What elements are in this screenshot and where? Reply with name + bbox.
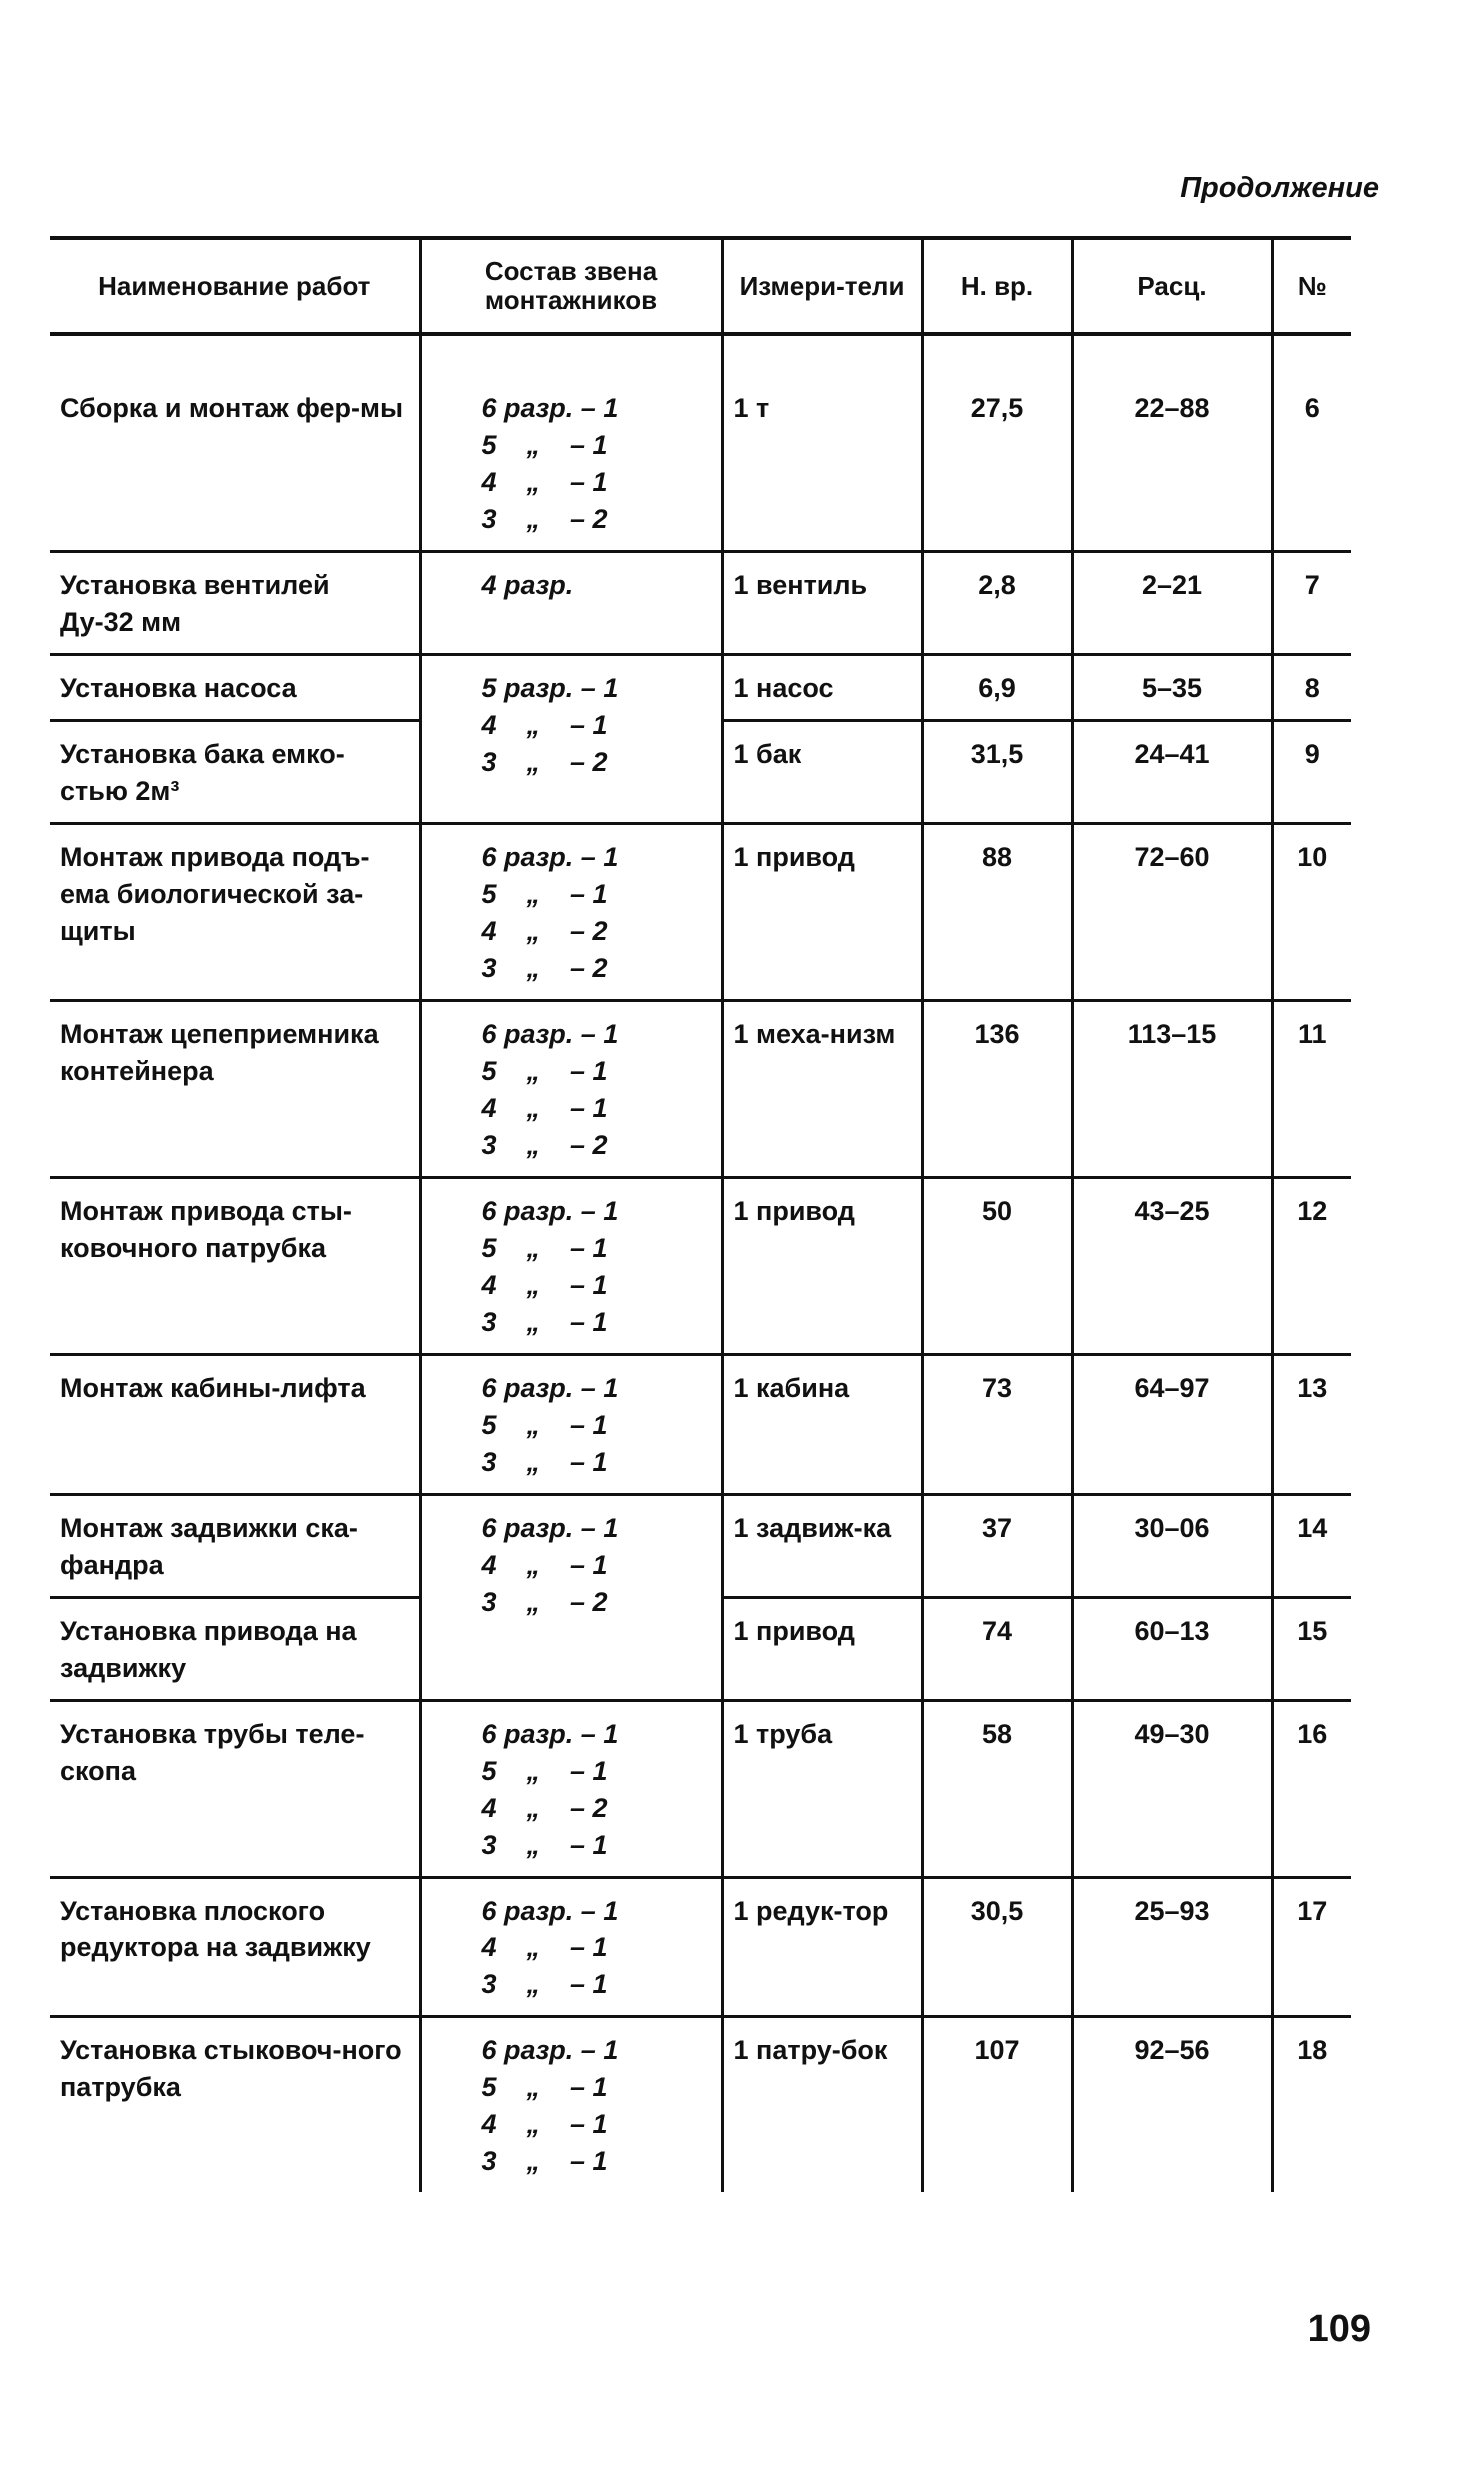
work-name-cell: Монтаж привода подъ-ема биологической за-щиты bbox=[50, 823, 420, 1000]
crew-line: 3 „ – 2 bbox=[481, 1586, 608, 1617]
work-name-cell: Монтаж кабины-лифта bbox=[50, 1354, 420, 1494]
crew-composition-cell bbox=[420, 1494, 722, 1700]
norm-time-cell: 30,5 bbox=[922, 1877, 1072, 2017]
unit-cell: 1 редук-тор bbox=[722, 1877, 922, 2017]
continuation-label: Продолжение bbox=[1180, 172, 1379, 204]
crew-line: 6 разр. – 1 bbox=[481, 1372, 619, 1403]
table-row bbox=[50, 823, 1351, 1000]
rate-cell: 24–41 bbox=[1072, 720, 1272, 823]
crew-line: 4 „ – 2 bbox=[481, 1792, 608, 1823]
crew-line: 4 „ – 1 bbox=[481, 1932, 608, 1963]
norm-time-cell: 74 bbox=[922, 1597, 1072, 1700]
unit-cell: 1 привод bbox=[722, 1597, 922, 1700]
unit-cell: 1 труба bbox=[722, 1700, 922, 1877]
table-row bbox=[50, 1494, 1351, 1597]
unit-cell: 1 вентиль bbox=[722, 551, 922, 654]
norm-time-cell: 50 bbox=[922, 1177, 1072, 1354]
row-number-cell: 13 bbox=[1272, 1354, 1351, 1494]
rate-cell: 2–21 bbox=[1072, 551, 1272, 654]
unit-cell: 1 т bbox=[722, 334, 922, 551]
norm-time-cell: 107 bbox=[922, 2017, 1072, 2192]
crew-line: 3 „ – 2 bbox=[481, 1129, 608, 1160]
unit-cell: 1 привод bbox=[722, 1177, 922, 1354]
crew-line: 6 разр. – 1 bbox=[481, 841, 619, 872]
unit-cell: 1 привод bbox=[722, 823, 922, 1000]
norm-time-cell: 6,9 bbox=[922, 654, 1072, 720]
crew-line: 3 „ – 1 bbox=[481, 1446, 608, 1477]
crew-line: 5 разр. – 1 bbox=[481, 672, 619, 703]
crew-line: 4 „ – 2 bbox=[481, 915, 608, 946]
crew-line: 3 „ – 1 bbox=[481, 2146, 608, 2177]
norm-time-cell: 2,8 bbox=[922, 551, 1072, 654]
norm-time-cell: 31,5 bbox=[922, 720, 1072, 823]
row-number-cell: 7 bbox=[1272, 551, 1351, 654]
row-number-cell: 11 bbox=[1272, 1000, 1351, 1177]
rate-cell: 43–25 bbox=[1072, 1177, 1272, 1354]
row-number-cell: 17 bbox=[1272, 1877, 1351, 2017]
rate-cell: 25–93 bbox=[1072, 1877, 1272, 2017]
row-number-cell: 6 bbox=[1272, 334, 1351, 551]
crew-line: 5 „ – 1 bbox=[481, 1755, 608, 1786]
table-body bbox=[50, 334, 1351, 2192]
work-name-cell: Установка вентилей Ду-32 мм bbox=[50, 551, 420, 654]
page-number: 109 bbox=[1307, 2308, 1371, 2350]
col-header-work: Наименование работ bbox=[50, 238, 420, 334]
col-header-number: № bbox=[1272, 238, 1351, 334]
row-number-cell: 8 bbox=[1272, 654, 1351, 720]
crew-composition-cell bbox=[420, 654, 722, 823]
crew-line: 3 „ – 2 bbox=[481, 746, 608, 777]
work-norms-table bbox=[50, 236, 1351, 2192]
crew-composition-cell bbox=[420, 551, 722, 654]
crew-line: 6 разр. – 1 bbox=[481, 393, 619, 423]
crew-line: 3 „ – 1 bbox=[481, 1969, 608, 2000]
crew-line: 6 разр. – 1 bbox=[481, 1018, 619, 1049]
table-row bbox=[50, 1000, 1351, 1177]
rate-cell: 64–97 bbox=[1072, 1354, 1272, 1494]
crew-line: 4 „ – 1 bbox=[481, 466, 608, 497]
row-number-cell: 9 bbox=[1272, 720, 1351, 823]
crew-line: 5 „ – 1 bbox=[481, 1232, 608, 1263]
crew-composition-cell bbox=[420, 823, 722, 1000]
crew-line: 6 разр. – 1 bbox=[481, 1195, 619, 1226]
rate-cell: 72–60 bbox=[1072, 823, 1272, 1000]
norm-time-cell: 73 bbox=[922, 1354, 1072, 1494]
crew-composition-cell bbox=[420, 1877, 722, 2017]
crew-line: 5 „ – 1 bbox=[481, 878, 608, 909]
crew-line: 4 „ – 1 bbox=[481, 2109, 608, 2140]
work-name-cell: Установка трубы теле-скопа bbox=[50, 1700, 420, 1877]
table-row bbox=[50, 2017, 1351, 2192]
table-row bbox=[50, 1177, 1351, 1354]
table-row bbox=[50, 654, 1351, 720]
unit-cell: 1 бак bbox=[722, 720, 922, 823]
crew-composition-cell bbox=[420, 2017, 722, 2192]
unit-cell: 1 меха-низм bbox=[722, 1000, 922, 1177]
crew-line: 5 „ – 1 bbox=[481, 1055, 608, 1086]
crew-line: 5 „ – 1 bbox=[481, 2072, 608, 2103]
table-row bbox=[50, 334, 1351, 551]
table-header bbox=[50, 238, 1351, 334]
unit-cell: 1 насос bbox=[722, 654, 922, 720]
col-header-norm: Н. вр. bbox=[922, 238, 1072, 334]
unit-cell: 1 задвиж-ка bbox=[722, 1494, 922, 1597]
norm-time-cell: 88 bbox=[922, 823, 1072, 1000]
crew-line: 3 „ – 2 bbox=[481, 503, 608, 534]
rate-cell: 49–30 bbox=[1072, 1700, 1272, 1877]
norm-time-cell: 27,5 bbox=[922, 334, 1072, 551]
crew-line: 4 „ – 1 bbox=[481, 709, 608, 740]
crew-line: 4 разр. bbox=[481, 569, 574, 600]
crew-line: 6 разр. – 1 bbox=[481, 1718, 619, 1749]
rate-cell: 5–35 bbox=[1072, 654, 1272, 720]
col-header-unit: Измери-тели bbox=[722, 238, 922, 334]
crew-composition-cell bbox=[420, 1354, 722, 1494]
crew-line: 3 „ – 1 bbox=[481, 1306, 608, 1337]
work-name-cell: Сборка и монтаж фер-мы bbox=[50, 334, 420, 551]
unit-cell: 1 патру-бок bbox=[722, 2017, 922, 2192]
row-number-cell: 15 bbox=[1272, 1597, 1351, 1700]
table-row bbox=[50, 1700, 1351, 1877]
norm-time-cell: 136 bbox=[922, 1000, 1072, 1177]
unit-cell: 1 кабина bbox=[722, 1354, 922, 1494]
crew-line: 6 разр. – 1 bbox=[481, 1895, 619, 1926]
rate-cell: 92–56 bbox=[1072, 2017, 1272, 2192]
work-name-cell: Установка насоса bbox=[50, 654, 420, 720]
work-name-cell: Монтаж привода сты-ковочного патрубка bbox=[50, 1177, 420, 1354]
work-name-cell: Установка плоского редуктора на задвижку bbox=[50, 1877, 420, 2017]
rate-cell: 113–15 bbox=[1072, 1000, 1272, 1177]
table-row bbox=[50, 551, 1351, 654]
crew-composition-cell bbox=[420, 334, 722, 551]
crew-line: 5 „ – 1 bbox=[481, 1409, 608, 1440]
norm-time-cell: 37 bbox=[922, 1494, 1072, 1597]
crew-line: 6 разр. – 1 bbox=[481, 1512, 619, 1543]
table-row bbox=[50, 1354, 1351, 1494]
row-number-cell: 10 bbox=[1272, 823, 1351, 1000]
work-name-cell: Установка привода на задвижку bbox=[50, 1597, 420, 1700]
crew-line: 3 „ – 2 bbox=[481, 952, 608, 983]
crew-composition-cell bbox=[420, 1700, 722, 1877]
crew-composition-cell bbox=[420, 1000, 722, 1177]
row-number-cell: 14 bbox=[1272, 1494, 1351, 1597]
work-name-cell: Монтаж цепеприемника контейнера bbox=[50, 1000, 420, 1177]
crew-composition-cell bbox=[420, 1177, 722, 1354]
col-header-rate: Расц. bbox=[1072, 238, 1272, 334]
crew-line: 6 разр. – 1 bbox=[481, 2035, 619, 2066]
work-name-cell: Монтаж задвижки ска-фандра bbox=[50, 1494, 420, 1597]
row-number-cell: 18 bbox=[1272, 2017, 1351, 2192]
crew-line: 5 „ – 1 bbox=[481, 429, 608, 460]
row-number-cell: 16 bbox=[1272, 1700, 1351, 1877]
work-name-cell: Установка стыковоч-ного патрубка bbox=[60, 2035, 402, 2103]
col-header-crew: Состав звена монтажников bbox=[420, 238, 722, 334]
rate-cell: 30–06 bbox=[1072, 1494, 1272, 1597]
work-name-cell: Установка бака емко-стью 2м³ bbox=[50, 720, 420, 823]
norm-time-cell: 58 bbox=[922, 1700, 1072, 1877]
table-row bbox=[50, 1877, 1351, 2017]
crew-line: 4 „ – 1 bbox=[481, 1549, 608, 1580]
row-number-cell: 12 bbox=[1272, 1177, 1351, 1354]
crew-line: 3 „ – 1 bbox=[481, 1829, 608, 1860]
rate-cell: 22–88 bbox=[1072, 334, 1272, 551]
crew-line: 4 „ – 1 bbox=[481, 1269, 608, 1300]
crew-line: 4 „ – 1 bbox=[481, 1092, 608, 1123]
rate-cell: 60–13 bbox=[1072, 1597, 1272, 1700]
